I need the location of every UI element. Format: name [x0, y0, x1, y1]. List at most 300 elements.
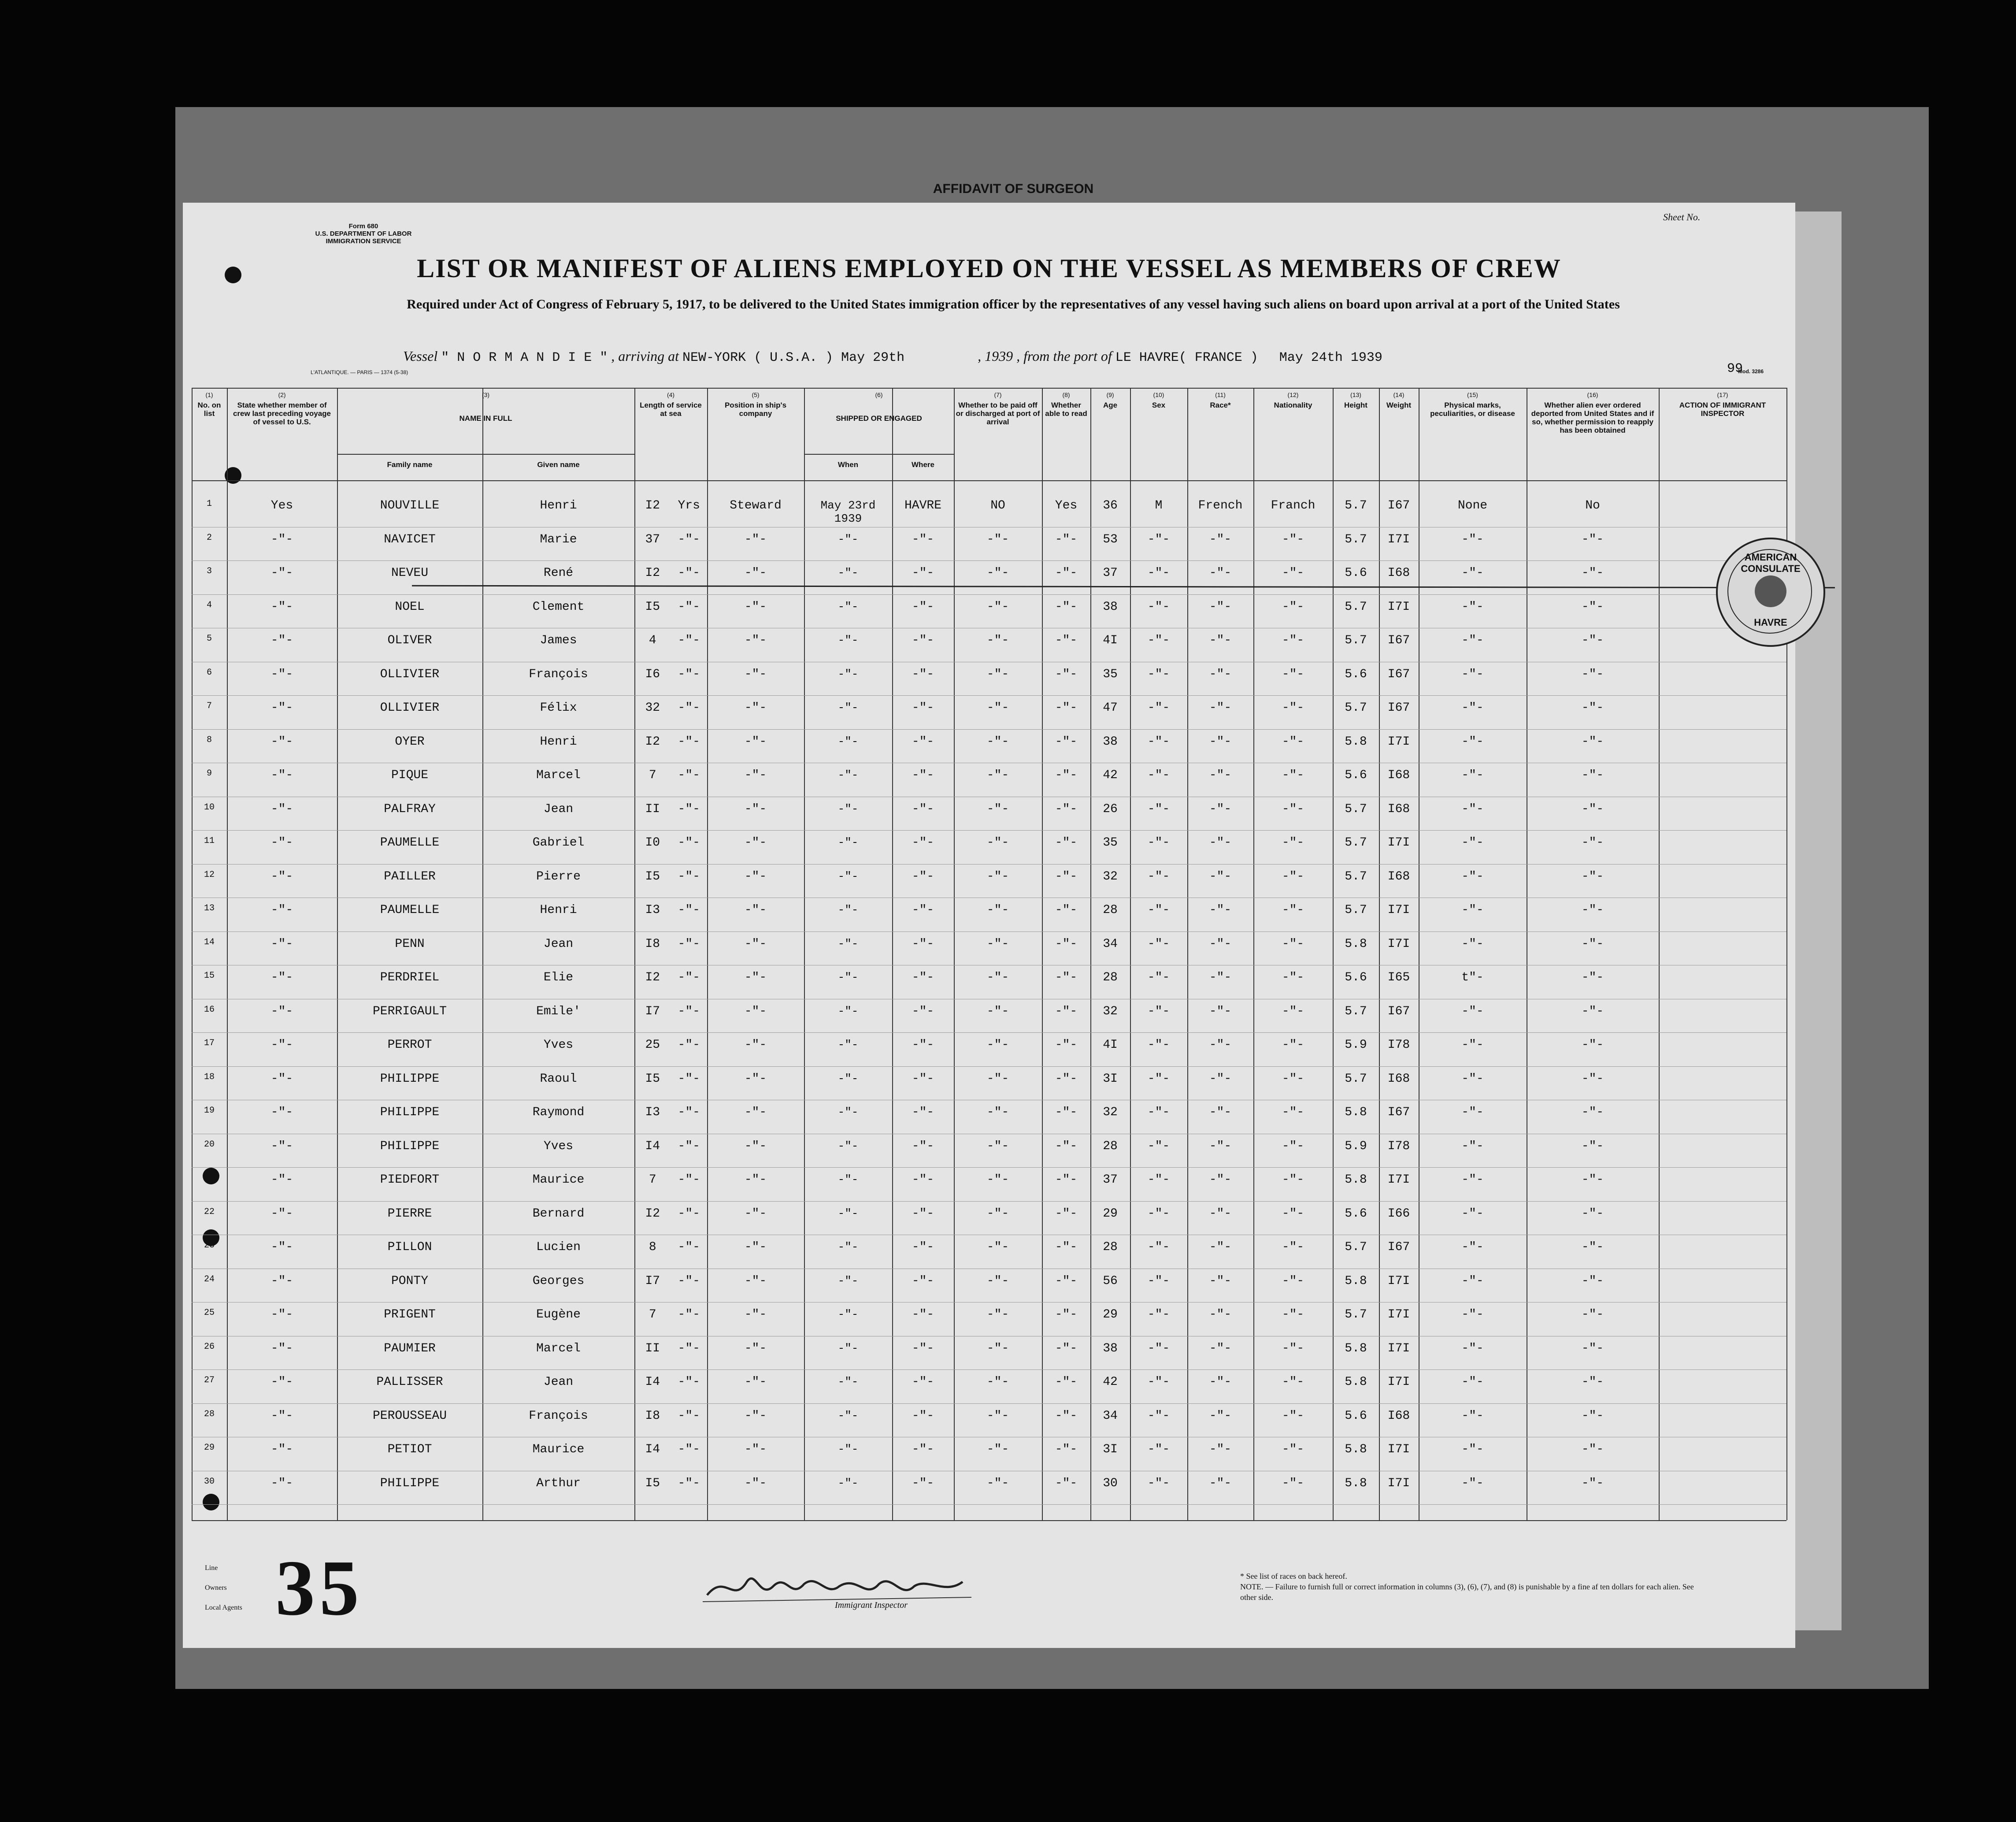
cell-when: May 23rd 1939 — [820, 499, 876, 525]
cell-marks: -"- — [1461, 1106, 1484, 1119]
cell-where: -"- — [912, 1004, 934, 1018]
cell-height: 5.7 — [1345, 802, 1367, 816]
cell-nationality: -"- — [1282, 971, 1304, 984]
cell-height: 5.8 — [1345, 1476, 1367, 1490]
cell-age: 28 — [1103, 971, 1118, 984]
cell-nationality: -"- — [1282, 1375, 1304, 1389]
cell-nationality: -"- — [1282, 1274, 1304, 1288]
cell-read: -"- — [1055, 1375, 1078, 1389]
cell-where: -"- — [912, 667, 934, 681]
name-subheader-rule — [337, 454, 634, 455]
cell-service_unit: -"- — [678, 1409, 700, 1423]
cell-position: -"- — [744, 701, 767, 715]
cell-when: -"- — [838, 768, 859, 782]
cell-service_unit: -"- — [678, 971, 700, 984]
cell-no: 14 — [204, 937, 215, 947]
cell-marks: -"- — [1461, 1308, 1484, 1321]
manifest-sheet — [183, 203, 1801, 1648]
cell-sex: -"- — [1147, 1206, 1170, 1221]
cell-sex: -"- — [1147, 667, 1170, 681]
cell-nationality: -"- — [1282, 1476, 1304, 1490]
cell-service_unit: Yrs — [678, 499, 700, 512]
cell-given: Elie — [543, 971, 574, 984]
cell-read: -"- — [1055, 1240, 1078, 1254]
cell-paid_off: NO — [990, 499, 1005, 512]
cell-no: 20 — [204, 1139, 215, 1150]
cell-read: -"- — [1055, 1206, 1078, 1221]
cell-family: PALFRAY — [384, 802, 436, 816]
cell-where: -"- — [912, 1341, 934, 1355]
cell-weight: I7I — [1387, 836, 1410, 850]
cell-race: -"- — [1209, 532, 1232, 546]
cell-when: -"- — [838, 802, 859, 816]
cell-service: 7 — [649, 768, 656, 782]
cell-where: HAVRE — [904, 499, 941, 512]
header-col17: ACTION OF IMMIGRANT INSPECTOR — [1679, 401, 1766, 418]
cell-height: 5.6 — [1345, 1206, 1367, 1221]
cell-paid_off: -"- — [986, 735, 1009, 749]
header-col8: Whether able to read — [1045, 401, 1087, 418]
cell-service: II — [645, 1341, 660, 1355]
cell-given: Marcel — [536, 1341, 581, 1355]
cell-when: -"- — [838, 1072, 859, 1085]
cell-nationality: -"- — [1282, 1206, 1304, 1221]
cell-nationality: -"- — [1282, 532, 1304, 546]
cell-weight: I7I — [1387, 1375, 1410, 1389]
cell-sex: M — [1155, 499, 1163, 512]
cell-service: I7 — [645, 1004, 660, 1018]
cell-sex: -"- — [1147, 1072, 1170, 1086]
from-label: , from the port of — [1016, 348, 1112, 364]
cell-sex: -"- — [1147, 735, 1170, 749]
row-rule — [192, 1403, 1786, 1404]
cell-position: -"- — [744, 1173, 767, 1187]
cell-service: I8 — [645, 1409, 660, 1423]
cell-when: -"- — [838, 836, 859, 849]
cell-position: -"- — [744, 1443, 767, 1456]
cell-position: -"- — [744, 836, 767, 850]
cell-race: -"- — [1209, 1443, 1232, 1456]
cell-marks: -"- — [1461, 1004, 1484, 1018]
cell-given: Henri — [540, 903, 577, 917]
cell-age: 32 — [1103, 1106, 1118, 1119]
mod-note: Mod. 3286 — [1738, 368, 1764, 375]
cell-age: 28 — [1103, 1139, 1118, 1153]
cell-service_unit: -"- — [678, 701, 700, 715]
header-col15: Physical marks, peculiarities, or disease — [1430, 401, 1515, 418]
cell-read: -"- — [1055, 735, 1078, 749]
page-stamp-number: 35 — [275, 1544, 363, 1632]
cell-height: 5.7 — [1345, 903, 1367, 917]
cell-paid_off: -"- — [986, 1274, 1009, 1288]
cell-deported: -"- — [1581, 1443, 1604, 1456]
cell-position: -"- — [744, 600, 767, 614]
cell-service: I4 — [645, 1139, 660, 1153]
cell-prev: -"- — [271, 869, 293, 883]
cell-deported: No — [1585, 499, 1600, 512]
cell-service: I5 — [645, 869, 660, 883]
cell-deported: -"- — [1581, 836, 1604, 850]
cell-height: 5.7 — [1345, 634, 1367, 647]
cell-age: 47 — [1103, 701, 1118, 715]
cell-service: I7 — [645, 1274, 660, 1288]
cell-sex: -"- — [1147, 600, 1170, 614]
cell-position: -"- — [744, 1308, 767, 1321]
cell-height: 5.8 — [1345, 1173, 1367, 1187]
cell-no: 21 — [204, 1173, 215, 1183]
cell-paid_off: -"- — [986, 600, 1009, 614]
cell-weight: I67 — [1387, 1004, 1410, 1018]
cell-sex: -"- — [1147, 1476, 1170, 1490]
cell-paid_off: -"- — [986, 768, 1009, 782]
cell-position: -"- — [744, 1139, 767, 1153]
cell-weight: I7I — [1387, 1308, 1410, 1321]
cell-family: PIERRE — [387, 1206, 432, 1221]
cell-no: 2 — [206, 532, 212, 543]
cell-race: -"- — [1209, 1004, 1232, 1018]
cell-marks: -"- — [1461, 1476, 1484, 1490]
cell-height: 5.8 — [1345, 1375, 1367, 1389]
cell-age: 28 — [1103, 1240, 1118, 1254]
cell-service: I2 — [645, 1206, 660, 1221]
header-number-col3: (3) — [482, 391, 490, 398]
footnote-penalty: NOTE. — Failure to furnish full or correct information in columns (3), (6), (7), and (8) is punishable by a fine af ten dollars for each alien. See other side. — [1240, 1582, 1694, 1602]
cell-family: PRIGENT — [384, 1308, 436, 1321]
cell-given: Jean — [543, 802, 574, 816]
cell-nationality: -"- — [1282, 869, 1304, 883]
cell-race: -"- — [1209, 869, 1232, 883]
cell-prev: -"- — [271, 634, 293, 647]
header-col3: NAME IN FULL — [459, 414, 512, 423]
department-name: U.S. DEPARTMENT OF LABOR — [315, 230, 412, 237]
cell-position: -"- — [744, 1476, 767, 1490]
row-rule — [192, 931, 1786, 932]
cell-deported: -"- — [1581, 1106, 1604, 1119]
cell-age: 42 — [1103, 768, 1118, 782]
cell-marks: -"- — [1461, 836, 1484, 850]
cell-given: Raymond — [532, 1106, 585, 1119]
cell-height: 5.7 — [1345, 600, 1367, 614]
cell-prev: -"- — [271, 971, 293, 984]
cell-age: 29 — [1103, 1308, 1118, 1321]
cell-family: OLLIVIER — [380, 667, 440, 681]
cell-nationality: -"- — [1282, 1139, 1304, 1153]
cell-prev: -"- — [271, 937, 293, 951]
cell-race: -"- — [1209, 1072, 1232, 1086]
cell-weight: I78 — [1387, 1139, 1410, 1153]
cell-given: Yves — [543, 1038, 574, 1052]
cell-paid_off: -"- — [986, 566, 1009, 580]
cell-height: 5.6 — [1345, 566, 1367, 580]
cell-race: -"- — [1209, 1240, 1232, 1254]
cell-when: -"- — [838, 566, 859, 579]
header-number-col10: (10) — [1153, 391, 1164, 398]
cell-where: -"- — [912, 1072, 934, 1086]
cell-where: -"- — [912, 869, 934, 883]
line-label: Line — [205, 1564, 218, 1572]
cell-position: -"- — [744, 667, 767, 681]
cell-given: Maurice — [532, 1443, 585, 1456]
cell-read: -"- — [1055, 1106, 1078, 1119]
cell-deported: -"- — [1581, 1375, 1604, 1389]
cell-no: 11 — [204, 836, 215, 846]
page-subtitle: Required under Act of Congress of February 5, 1917, to be delivered to the United States immigration officer by the representatives of any vessel having such aliens on board upon arrival at a port of the United States — [407, 297, 1620, 312]
cell-paid_off: -"- — [986, 1173, 1009, 1187]
cell-read: -"- — [1055, 667, 1078, 681]
cell-given: Raoul — [540, 1072, 577, 1086]
cell-paid_off: -"- — [986, 1206, 1009, 1221]
cell-deported: -"- — [1581, 869, 1604, 883]
cell-when: -"- — [838, 1443, 859, 1456]
cell-service_unit: -"- — [678, 667, 700, 681]
cell-race: -"- — [1209, 701, 1232, 715]
cell-prev: -"- — [271, 735, 293, 749]
cell-no: 17 — [204, 1038, 215, 1048]
departure-port: LE HAVRE( FRANCE ) — [1115, 350, 1258, 365]
cell-deported: -"- — [1581, 1004, 1604, 1018]
header-col6: SHIPPED OR ENGAGED — [836, 414, 922, 423]
affidavit-header: AFFIDAVIT OF SURGEON — [933, 182, 1094, 196]
cell-prev: -"- — [271, 1443, 293, 1456]
cell-where: -"- — [912, 1476, 934, 1490]
cell-read: -"- — [1055, 768, 1078, 782]
row-rule — [192, 1032, 1786, 1033]
cell-paid_off: -"- — [986, 1240, 1009, 1254]
cell-when: -"- — [838, 532, 859, 546]
cell-race: -"- — [1209, 802, 1232, 816]
cell-given: Jean — [543, 1375, 574, 1389]
vessel-label: Vessel — [403, 348, 438, 364]
cell-no: 15 — [204, 971, 215, 981]
cell-read: -"- — [1055, 836, 1078, 850]
cell-weight: I67 — [1387, 1240, 1410, 1254]
stamp-top-text: AMERICAN CONSULATE — [1741, 552, 1801, 574]
cell-deported: -"- — [1581, 1308, 1604, 1321]
cell-age: 35 — [1103, 836, 1118, 850]
vessel-name: " N O R M A N D I E " — [441, 350, 608, 365]
cell-weight: I7I — [1387, 1173, 1410, 1187]
cell-position: -"- — [744, 1341, 767, 1355]
cell-nationality: -"- — [1282, 836, 1304, 850]
cell-family: PAUMELLE — [380, 836, 440, 850]
cell-height: 5.7 — [1345, 1004, 1367, 1018]
cell-no: 7 — [206, 701, 212, 711]
cell-height: 5.7 — [1345, 869, 1367, 883]
cell-position: -"- — [744, 903, 767, 917]
cell-paid_off: -"- — [986, 1443, 1009, 1456]
cell-position: -"- — [744, 971, 767, 984]
header-col7: Whether to be paid off or discharged at port of arrival — [956, 401, 1040, 426]
cell-service: I4 — [645, 1443, 660, 1456]
cell-family: PERRIGAULT — [372, 1004, 447, 1018]
cell-family: NAVICET — [384, 532, 436, 546]
row-rule — [192, 1504, 1786, 1505]
cell-race: -"- — [1209, 1375, 1232, 1389]
cell-where: -"- — [912, 566, 934, 580]
cell-given: Yves — [543, 1139, 574, 1153]
cell-paid_off: -"- — [986, 869, 1009, 883]
cell-paid_off: -"- — [986, 903, 1009, 917]
vessel-line — [403, 348, 1791, 365]
cell-sex: -"- — [1147, 1443, 1170, 1456]
cell-weight: I7I — [1387, 735, 1410, 749]
cell-prev: -"- — [271, 1341, 293, 1355]
cell-weight: I67 — [1387, 1106, 1410, 1119]
cell-marks: -"- — [1461, 735, 1484, 749]
header-number-col7: (7) — [994, 391, 1002, 398]
cell-nationality: -"- — [1282, 903, 1304, 917]
cell-where: -"- — [912, 1038, 934, 1052]
cell-given: François — [529, 1409, 588, 1423]
cell-family: NOUVILLE — [380, 499, 440, 512]
cell-nationality: -"- — [1282, 1038, 1304, 1052]
cell-read: -"- — [1055, 1308, 1078, 1321]
cell-marks: -"- — [1461, 802, 1484, 816]
cell-when: -"- — [838, 1004, 859, 1018]
cell-deported: -"- — [1581, 937, 1604, 951]
cell-race: -"- — [1209, 667, 1232, 681]
cell-given: Gabriel — [532, 836, 585, 850]
header-number-col13: (13) — [1350, 391, 1361, 398]
cell-prev: -"- — [271, 566, 293, 580]
cell-race: -"- — [1209, 836, 1232, 850]
cell-service_unit: -"- — [678, 566, 700, 580]
cell-service_unit: -"- — [678, 903, 700, 917]
cell-paid_off: -"- — [986, 802, 1009, 816]
header-number-col12: (12) — [1287, 391, 1299, 398]
header-number-col17: (17) — [1717, 391, 1728, 398]
cell-where: -"- — [912, 532, 934, 546]
cell-age: 26 — [1103, 802, 1118, 816]
punch-hole — [203, 1494, 219, 1510]
cell-weight: I7I — [1387, 937, 1410, 951]
cell-service: 25 — [645, 1038, 660, 1052]
cell-where: -"- — [912, 600, 934, 614]
cell-race: -"- — [1209, 768, 1232, 782]
cell-nationality: -"- — [1282, 667, 1304, 681]
cell-service_unit: -"- — [678, 1106, 700, 1119]
cell-age: 38 — [1103, 735, 1118, 749]
cell-marks: -"- — [1461, 566, 1484, 580]
cell-weight: I68 — [1387, 566, 1410, 580]
cell-when: -"- — [838, 937, 859, 950]
cell-marks: -"- — [1461, 1443, 1484, 1456]
cell-family: PALLISSER — [376, 1375, 443, 1389]
cell-given: Eugène — [536, 1308, 581, 1321]
cell-prev: -"- — [271, 1274, 293, 1288]
row-rule — [192, 1201, 1786, 1202]
cell-read: -"- — [1055, 1139, 1078, 1153]
cell-marks: -"- — [1461, 937, 1484, 951]
cell-when: -"- — [838, 701, 859, 714]
cell-position: -"- — [744, 1004, 767, 1018]
cell-deported: -"- — [1581, 1274, 1604, 1288]
cell-weight: I68 — [1387, 802, 1410, 816]
cell-sex: -"- — [1147, 1274, 1170, 1288]
cell-age: 28 — [1103, 903, 1118, 917]
cell-read: -"- — [1055, 971, 1078, 984]
cell-sex: -"- — [1147, 802, 1170, 816]
cell-prev: -"- — [271, 836, 293, 850]
cell-read: -"- — [1055, 802, 1078, 816]
cell-age: 30 — [1103, 1476, 1118, 1490]
cell-prev: -"- — [271, 1409, 293, 1423]
cell-nationality: Franch — [1271, 499, 1316, 512]
cell-nationality: -"- — [1282, 1173, 1304, 1187]
cell-height: 5.9 — [1345, 1038, 1367, 1052]
cell-age: 37 — [1103, 566, 1118, 580]
cell-nationality: -"- — [1282, 1004, 1304, 1018]
footnote-races: * See list of races on back hereof. — [1240, 1572, 1347, 1581]
cell-family: NEVEU — [391, 566, 428, 580]
cell-service: I2 — [645, 499, 660, 512]
cell-given: Emile' — [536, 1004, 581, 1018]
cell-service_unit: -"- — [678, 600, 700, 614]
arriving-label: , arriving at — [611, 348, 679, 364]
cell-when: -"- — [838, 903, 859, 917]
cell-family: PAILLER — [384, 869, 436, 883]
cell-prev: -"- — [271, 1038, 293, 1052]
cell-read: -"- — [1055, 903, 1078, 917]
cell-prev: Yes — [271, 499, 293, 512]
cell-marks: -"- — [1461, 1274, 1484, 1288]
cell-no: 22 — [204, 1206, 215, 1217]
cell-race: -"- — [1209, 1409, 1232, 1423]
cell-height: 5.7 — [1345, 1308, 1367, 1321]
cell-marks: -"- — [1461, 903, 1484, 917]
cell-age: 4I — [1103, 1038, 1118, 1052]
cell-family: PHILIPPE — [380, 1476, 440, 1490]
cell-position: -"- — [744, 937, 767, 951]
cell-service: I5 — [645, 1476, 660, 1490]
cell-no: 6 — [206, 667, 212, 678]
cell-when: -"- — [838, 1139, 859, 1153]
owners-label: Owners — [205, 1584, 227, 1592]
cell-no: 19 — [204, 1106, 215, 1116]
cell-deported: -"- — [1581, 768, 1604, 782]
cell-height: 5.8 — [1345, 735, 1367, 749]
cell-deported: -"- — [1581, 1240, 1604, 1254]
cell-position: -"- — [744, 1072, 767, 1086]
row-rule — [192, 695, 1786, 696]
cell-when: -"- — [838, 1308, 859, 1321]
subheader-col3a: Family name — [387, 460, 433, 469]
cell-deported: -"- — [1581, 1206, 1604, 1221]
cell-service: I2 — [645, 566, 660, 580]
cell-prev: -"- — [271, 1308, 293, 1321]
arrival-port: NEW-YORK ( U.S.A. ) May 29th — [682, 350, 905, 365]
cell-marks: t"- — [1461, 971, 1484, 984]
cell-height: 5.8 — [1345, 1106, 1367, 1119]
cell-paid_off: -"- — [986, 937, 1009, 951]
cell-sex: -"- — [1147, 1240, 1170, 1254]
header-col13: Height — [1344, 401, 1367, 409]
cell-when: -"- — [838, 1240, 859, 1254]
row-rule — [192, 594, 1786, 595]
row-rule — [192, 729, 1786, 730]
cell-weight: I67 — [1387, 667, 1410, 681]
cell-race: -"- — [1209, 1308, 1232, 1321]
cell-no: 5 — [206, 634, 212, 644]
cell-nationality: -"- — [1282, 1409, 1304, 1423]
cell-deported: -"- — [1581, 1072, 1604, 1086]
cell-deported: -"- — [1581, 1341, 1604, 1355]
cell-race: -"- — [1209, 937, 1232, 951]
cell-no: 3 — [206, 566, 212, 576]
cell-age: 32 — [1103, 869, 1118, 883]
cell-marks: -"- — [1461, 869, 1484, 883]
cell-service: I5 — [645, 1072, 660, 1086]
